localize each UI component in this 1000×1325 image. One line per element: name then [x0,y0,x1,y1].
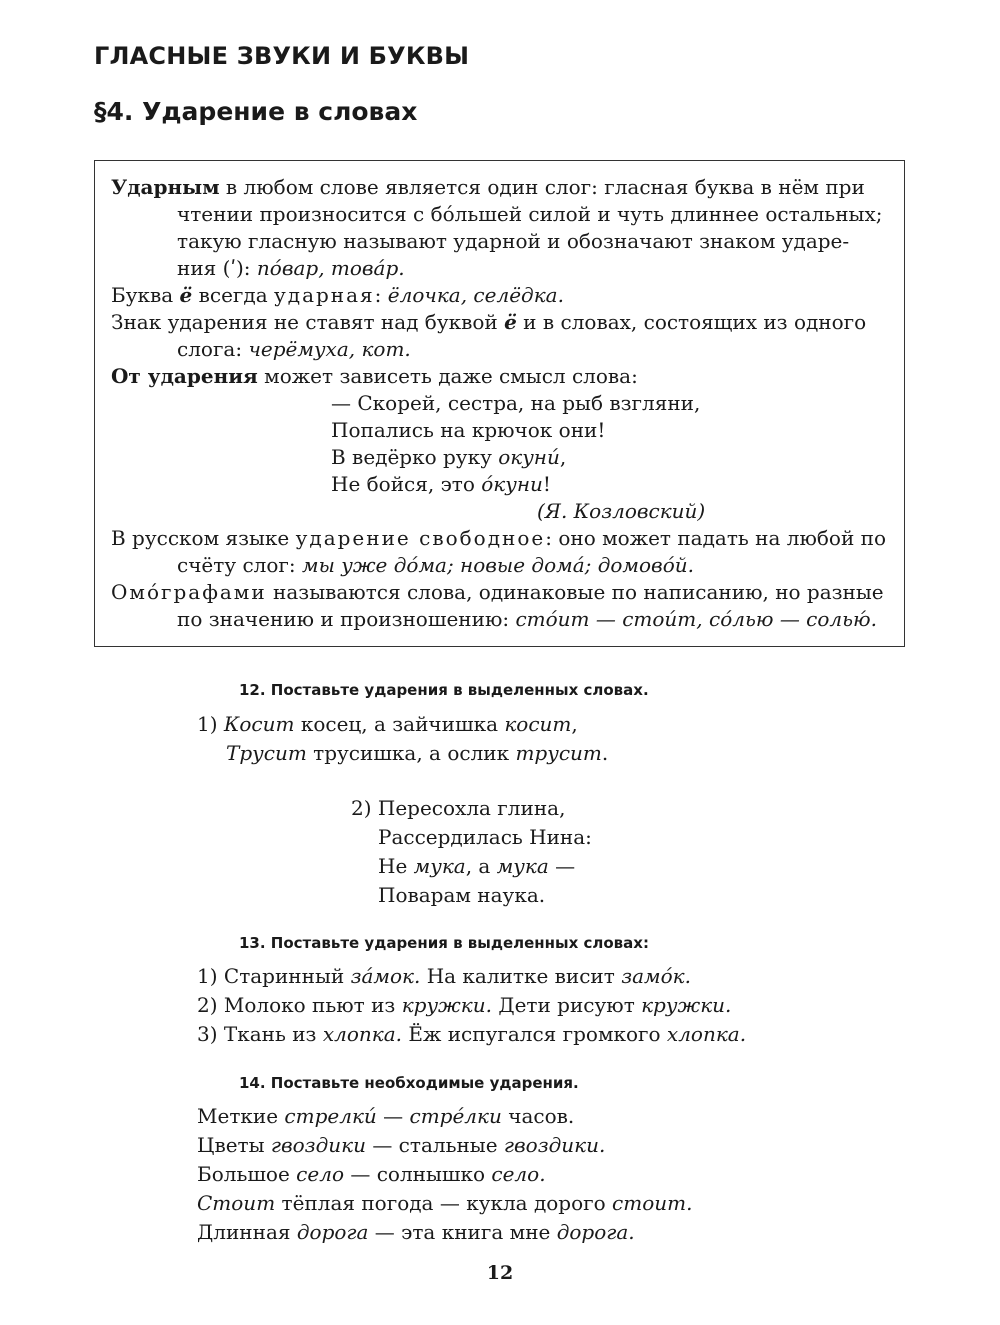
rule-line: От ударения может зависеть даже смысл слова: [111,364,638,388]
exercise-line: Трусит трусишка, а ослик трусит. [226,741,609,765]
exercise-line: Стоит тёплая погода — кукла дорого стоит. [197,1191,693,1215]
task-12-title: 12. Поставьте ударения в выделенных словах. [239,681,649,699]
exercise-line: Большое село — солнышко село. [197,1162,546,1186]
poem-line: В ведёрко руку окунú, [331,445,567,469]
exercise-line: 2) Пересохла глина, [351,796,566,820]
poem-line: Попались на крючок они! [331,418,606,442]
exercise-line: 2) Молоко пьют из кружки. Дети рисуют кружки. [197,993,732,1017]
rule-line: В русском языке ударение свободное: оно может падать на любой по [111,526,887,550]
rule-line: чтении произносится с бóльшей силой и чуть длиннее остальных; [177,202,883,226]
exercise-line: Не мука, а мука — [378,854,576,878]
page-number: 12 [486,1262,514,1284]
term-stressed: Ударным [111,175,220,199]
poem-line: Не бойся, это óкуни! [331,472,551,496]
poem-author: (Я. Козловский) [537,499,706,523]
exercise-line: Поварам наука. [378,883,546,907]
section-title: ГЛАСНЫЕ ЗВУКИ И БУКВЫ [94,42,470,70]
rule-line: слога: черёмуха, кот. [177,337,411,361]
rule-line: Знак ударения не ставят над буквой ё и в словах, состоящих из одного [111,310,867,334]
exercise-line: 3) Ткань из хлопка. Ёж испугался громкого хлопка. [197,1022,747,1046]
rule-box [94,160,905,647]
exercise-line: Меткие стрелкú — стрéлки часов. [197,1104,575,1128]
exercise-line: Рассердилась Нина: [378,825,592,849]
exercise-line: Длинная дорога — эта книга мне дорога. [197,1220,635,1244]
task-14-title: 14. Поставьте необходимые ударения. [239,1074,579,1092]
rule-line: Ударным в любом слове является один слог: гласная буква в нём при [111,175,865,199]
rule-line: ния (ʹ): пóвар, товáр. [177,256,405,280]
rule-line: Буква ё всегда ударная: ёлочка, селёдка. [111,283,564,307]
rule-line: такую гласную называют ударной и обозначают знаком ударе- [177,229,850,253]
task-13-title: 13. Поставьте ударения в выделенных словах: [239,934,649,952]
exercise-line: 1) Старинный зáмок. На калитке висит замóк. [197,964,691,988]
rule-line: по значению и произношению: стóит — стоúт, сóлью — солью́. [177,607,878,631]
term-from-stress: От ударения [111,364,258,388]
paragraph-title: §4. Ударение в словах [94,97,418,126]
rule-line: Омóграфами называются слова, одинаковые по написанию, но разные [111,580,884,604]
poem-line: — Скорей, сестра, на рыб взгляни, [331,391,701,415]
exercise-line: 1) Косит косец, а зайчишка косит, [197,712,578,736]
exercise-line: Цветы гвоздики — стальные гвоздики. [197,1133,606,1157]
rule-line: счёту слог: мы уже дóма; новые домá; домовóй. [177,553,694,577]
